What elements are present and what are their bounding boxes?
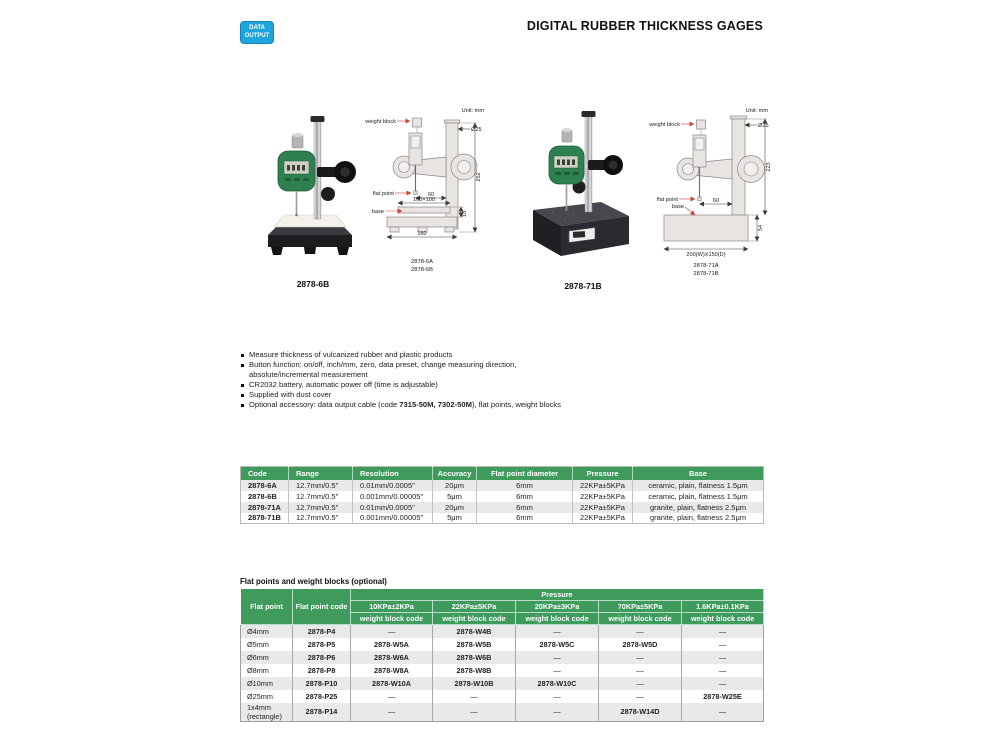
pressure-col-header: 70KPa±5KPa xyxy=(599,601,682,613)
accessory-table-row xyxy=(241,651,764,664)
column-cap xyxy=(445,120,460,123)
weight-block-top xyxy=(562,128,572,132)
spec-table-row xyxy=(241,513,764,524)
product-diagram-2878-71 xyxy=(640,103,772,280)
spec-col-header: Pressure xyxy=(573,467,633,480)
feature-item: Optional accessory: data output cable (code 7315-50M, 7302-50M), flat points, weight blocks xyxy=(240,400,578,410)
stand-base xyxy=(268,227,352,255)
product-figure-2878-71b xyxy=(505,100,775,303)
product-photo-2878-71b xyxy=(513,110,638,268)
product-figure-2878-6b xyxy=(248,103,488,303)
spec-cell: 20μm xyxy=(433,480,477,491)
weight-block-code-header: weight block code xyxy=(599,613,682,625)
flat-point-cell: Ø6mm xyxy=(241,651,293,664)
spec-cell: 12.7mm/0.5" xyxy=(289,480,353,491)
digital-indicator xyxy=(549,146,584,184)
column-cap xyxy=(582,111,596,117)
spec-cell: 22KPa±5KPa xyxy=(573,502,633,513)
weight-block-code-cell: 2878-W5A xyxy=(351,638,433,651)
feature-list xyxy=(240,350,578,411)
flat-point-code-cell: 2878-P25 xyxy=(293,690,351,703)
spec-cell: 2878-71B xyxy=(241,513,289,524)
spec-cell: 22KPa±5KPa xyxy=(573,513,633,524)
weight-block-code-cell: 2878-W8A xyxy=(351,664,433,677)
label-base: base xyxy=(671,204,684,210)
weight-block-code-cell: 2878-W10B xyxy=(433,677,516,690)
spec-cell: 2878-6A xyxy=(241,480,289,491)
spec-cell: 12.7mm/0.5" xyxy=(289,491,353,502)
spec-cell: 0.01mm/0.0005" xyxy=(353,480,433,491)
pressure-group-header: Pressure xyxy=(351,589,764,601)
pressure-col-header: 22KPa±5KPa xyxy=(433,601,516,613)
pressure-col-header: 10KPa±2KPa xyxy=(351,601,433,613)
diagram-code-1: 2878-71A xyxy=(693,263,719,269)
spec-cell: 2878-71A xyxy=(241,502,289,513)
spec-cell: 22KPa±5KPa xyxy=(573,491,633,502)
spec-col-header: Accuracy xyxy=(433,467,477,480)
weight-block-code-header: weight block code xyxy=(516,613,599,625)
unit-label: Unit: mm xyxy=(461,108,484,114)
contact-tip xyxy=(295,214,298,217)
flat-point-code-cell: 2878-P10 xyxy=(293,677,351,690)
spec-cell: 22KPa±5KPa xyxy=(573,480,633,491)
weight-block-top xyxy=(292,133,303,137)
spec-cell: 12.7mm/0.5" xyxy=(289,502,353,513)
foot xyxy=(390,227,399,232)
dim-column-height: 223 xyxy=(766,162,772,172)
diagram-code-1: 2878-6A xyxy=(411,259,433,265)
weight-block-code-cell: 2878-W6A xyxy=(351,651,433,664)
flat-point-code-cell: 2878-P8 xyxy=(293,664,351,677)
weight-block-code-cell: 2878-W14D xyxy=(599,703,682,722)
weight-block-code-cell: — xyxy=(516,703,599,722)
weight-block-code-cell: — xyxy=(599,664,682,677)
weight-block-code-cell: — xyxy=(599,625,682,638)
accessory-table-row xyxy=(241,638,764,651)
weight-block-code-header: weight block code xyxy=(433,613,516,625)
accessory-table-row xyxy=(241,677,764,690)
spec-cell: ceramic, plain, flatness 1.5μm xyxy=(648,491,748,501)
spec-cell: 6mm xyxy=(477,480,573,491)
label-flat-point: flat point xyxy=(656,197,678,203)
flat-point-header: Flat point xyxy=(241,589,293,625)
spec-col-header: Flat point diameter xyxy=(477,467,573,480)
weight-block-code-cell: 2878-W8B xyxy=(433,664,516,677)
weight-block-code-cell: — xyxy=(433,703,516,722)
unit-label: Unit: mm xyxy=(745,108,768,114)
weight-block-code-cell: 2878-W10A xyxy=(351,677,433,690)
feature-item: Button function: on/off, inch/mm, zero, data preset, change measuring direction, absolute/incremental measurement xyxy=(240,360,578,380)
feature-item: Measure thickness of vulcanized rubber and plastic products xyxy=(240,350,578,360)
label-base: base xyxy=(371,209,384,215)
product-photo-2878-6b xyxy=(254,111,366,263)
weight-block-code-cell: — xyxy=(599,651,682,664)
flat-point-code-cell: 2878-P4 xyxy=(293,625,351,638)
label-weight-block: weight block xyxy=(649,122,680,128)
flat-point xyxy=(698,197,701,201)
spec-cell: 5μm xyxy=(433,491,477,502)
dim-diameter: Ø25 xyxy=(758,123,769,129)
badge-line1: DATA xyxy=(249,25,265,31)
dim-base-width: 200(W)X150(D) xyxy=(686,252,726,258)
plate-100x100 xyxy=(398,207,450,213)
spec-cell: 6mm xyxy=(477,502,573,513)
left-knob-center xyxy=(399,162,410,173)
spec-cell: 0.001mm/0.00005" xyxy=(353,491,433,502)
flat-point-cell: Ø10mm xyxy=(241,677,293,690)
granite-base xyxy=(664,215,748,241)
weight-block-code-cell: 2878-W5B xyxy=(433,638,516,651)
weight-block-code-cell: — xyxy=(599,677,682,690)
weight-block-code-cell: 2878-W5C xyxy=(516,638,599,651)
accessory-table-title: Flat points and weight blocks (optional) xyxy=(240,577,387,586)
flat-point xyxy=(414,191,417,195)
weight-block xyxy=(697,120,706,129)
base xyxy=(387,217,457,227)
flat-point-cell: 1x4mm (rectangle) xyxy=(241,703,293,722)
weight-block-code-cell: — xyxy=(351,703,433,722)
accessory-table-row xyxy=(241,625,764,638)
flat-point-code-cell: 2878-P14 xyxy=(293,703,351,722)
diagram-code-2: 2878-6B xyxy=(411,267,433,273)
feature-item: Supplied with dust cover xyxy=(240,390,578,400)
granite-base xyxy=(533,202,629,256)
weight-block-code-cell: — xyxy=(599,690,682,703)
weight-block-code-cell: — xyxy=(718,665,727,675)
spec-col-header: Base xyxy=(633,467,764,480)
diagram-code-2: 2878-71B xyxy=(693,271,719,277)
side-knob-center xyxy=(609,161,618,170)
badge-line2: OUTPUT xyxy=(244,32,270,39)
right-knob-center xyxy=(744,162,758,176)
weight-block-code-cell: 2878-W5D xyxy=(599,638,682,651)
ceramic-plate xyxy=(274,215,346,227)
lower-knob xyxy=(321,187,335,201)
weight-block-code-cell: — xyxy=(516,690,599,703)
side-knob-center xyxy=(340,167,350,177)
flat-point-code-cell: 2878-P5 xyxy=(293,638,351,651)
weight-block-code-cell: 2878-W10C xyxy=(516,677,599,690)
indicator-panel xyxy=(695,138,704,150)
spec-col-header: Resolution xyxy=(353,467,433,480)
weight-block-code-cell: — xyxy=(351,690,433,703)
spec-cell: 0.01mm/0.0005" xyxy=(353,502,433,513)
weight-block-code-cell: — xyxy=(516,625,599,638)
spec-cell: 6mm xyxy=(477,491,573,502)
dim-diameter: Ø25 xyxy=(471,127,482,133)
spec-table-row xyxy=(241,502,764,513)
flat-point-cell: Ø25mm xyxy=(241,690,293,703)
contact-tip xyxy=(565,209,568,212)
weight-block-code-cell: — xyxy=(682,677,764,690)
spec-cell: 0.001mm/0.00005" xyxy=(353,513,433,524)
spec-col-header: Code xyxy=(241,467,289,480)
weight-block-code-cell: 2878-W6B xyxy=(433,651,516,664)
data-output-badge xyxy=(240,21,274,44)
dim-base-width: 160 xyxy=(417,231,427,237)
pressure-col-header: 20KPa±3KPa xyxy=(516,601,599,613)
spec-col-header: Range xyxy=(289,467,353,480)
pressure-col-header: 1.6KPa±0.1KPa xyxy=(682,601,764,613)
weight-block-code-header: weight block code xyxy=(682,613,764,625)
weight-block-code-cell: — xyxy=(433,690,516,703)
weight-block-code-cell: — xyxy=(682,703,764,722)
flat-point-code-cell: 2878-P6 xyxy=(293,651,351,664)
feature-item: CR2032 battery, automatic power off (time is adjustable) xyxy=(240,380,578,390)
flat-point-code-header: Flat point code xyxy=(293,589,351,625)
dim-plate-height: 18 xyxy=(462,210,468,218)
left-knob-center xyxy=(683,164,694,175)
foot xyxy=(445,227,454,232)
dim-base-height: 54 xyxy=(758,224,764,232)
accessory-table xyxy=(240,588,764,722)
weight-block-code-cell: — xyxy=(516,664,599,677)
label-flat-point: flat point xyxy=(372,191,394,197)
accessory-table-row xyxy=(241,690,764,703)
spec-cell: ceramic, plain, flatness 1.5μm xyxy=(633,480,764,491)
accessory-table-row xyxy=(241,703,764,722)
dim-arm: 60 xyxy=(712,198,720,204)
dim-plate: 100×100 xyxy=(413,197,435,203)
spec-cell: 20μm xyxy=(433,502,477,513)
product-caption-2878-6b: 2878-6B xyxy=(296,279,330,289)
spec-cell: granite, plain, flatness 2.5μm xyxy=(633,502,764,513)
weight-block-code-cell: — xyxy=(351,625,433,638)
spec-cell: 6mm xyxy=(477,513,573,524)
spec-cell: 12.7mm/0.5" xyxy=(289,513,353,524)
weight-block-code-cell: — xyxy=(516,651,599,664)
flat-point-cell: Ø8mm xyxy=(241,664,293,677)
weight-block-code-header: weight block code xyxy=(351,613,433,625)
product-diagram-2878-6 xyxy=(360,103,486,283)
right-knob-center xyxy=(458,161,471,174)
weight-block-code-cell: 2878-W4B xyxy=(433,625,516,638)
spec-cell: granite, plain, flatness 2.5μm xyxy=(649,513,747,523)
column-cap xyxy=(731,116,747,119)
spec-table-row xyxy=(241,480,764,491)
weight-block-code-cell: — xyxy=(682,651,764,664)
product-caption-2878-71b: 2878-71B xyxy=(564,281,602,291)
indicator-panel xyxy=(411,136,420,148)
label-weight-block: weight block xyxy=(365,119,396,125)
weight-block xyxy=(413,118,422,127)
weight-block-code-cell: — xyxy=(718,639,727,649)
page-title: DIGITAL RUBBER THICKNESS GAGES xyxy=(526,19,763,33)
weight-block-code-cell: 2878-W25E xyxy=(703,691,742,701)
flat-point-cell: Ø4mm xyxy=(241,625,293,638)
digital-indicator xyxy=(278,151,315,191)
spec-cell: 5μm xyxy=(433,513,477,524)
weight-block-code-cell: — xyxy=(682,625,764,638)
column-cap xyxy=(311,116,325,122)
spec-cell: 2878-6B xyxy=(241,491,289,502)
spec-table-row xyxy=(241,491,764,502)
flat-point-cell: Ø5mm xyxy=(241,638,293,651)
spec-table xyxy=(240,466,764,524)
accessory-table-row xyxy=(241,664,764,677)
dim-column-height: 252 xyxy=(476,172,482,182)
dim-arm: 60 xyxy=(427,192,435,198)
